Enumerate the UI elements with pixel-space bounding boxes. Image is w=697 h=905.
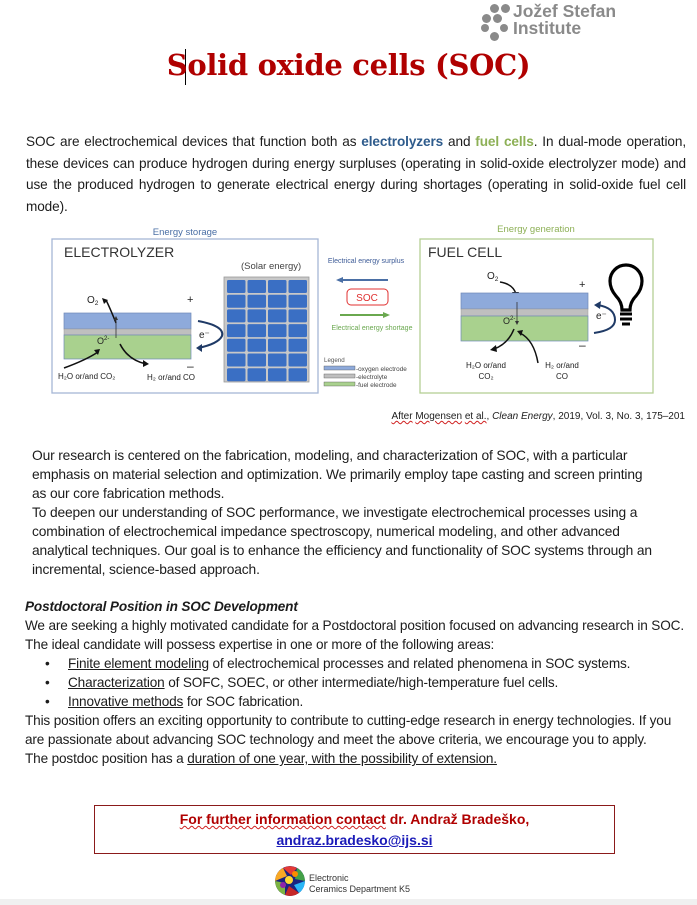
energy-storage-caption: Energy storage: [152, 227, 218, 238]
expertise-item: [25, 654, 697, 673]
solar-cell: [248, 324, 267, 337]
duration-text: duration of one year, with the possibility of extension.: [187, 751, 497, 766]
citation-journal: Clean Energy: [492, 411, 553, 422]
citation-details: , 2019, Vol. 3, No. 3, 175–201: [552, 411, 685, 422]
department-name: [309, 873, 410, 894]
expertise-item: [25, 673, 697, 692]
research-line: combination of electrochemical impedance spectroscopy, numerical modeling, and other advanced: [32, 524, 620, 539]
expertise-description: for SOC fabrication.: [183, 694, 304, 709]
solar-cell: [268, 368, 287, 381]
right-fuel-electrode: [461, 316, 588, 341]
expertise-description: of SOFC, SOEC, or other intermediate/high-temperature fuel cells.: [164, 675, 559, 690]
left-electrolyte: [64, 329, 191, 335]
bottom-bar: [0, 899, 697, 905]
surplus-label: Electrical energy surplus: [327, 258, 405, 265]
contact-line: [95, 809, 614, 830]
postdoc-closing: This position offers an exciting opportunity to contribute to cutting-edge research in energy technologies. If you are passionate about advancing SOC technology and meet the above criteria, we encourage you to apply.: [25, 713, 672, 747]
solar-cell: [227, 324, 246, 337]
energy-generation-caption: Energy generation: [497, 224, 575, 235]
right-electron-label: e⁻: [596, 311, 607, 322]
legend-swatch-oxygen: [324, 366, 355, 370]
right-ion-label: $O^{2-}$: [503, 316, 516, 326]
jsi-logo-dots-icon: [478, 3, 514, 43]
right-output-label-2: CO₂: [478, 372, 494, 381]
postdoc-intro: We are seeking a highly motivated candidate for a Postdoctoral position focused on advancing research in SOC. The ideal candidate will possess expertise in one or more of the following areas:: [25, 618, 684, 652]
fuel-cell-title: FUEL CELL: [428, 244, 503, 260]
solar-cell: [227, 354, 246, 367]
jsi-logo-line2: Institute: [513, 18, 582, 38]
expertise-keyword: Characterization: [68, 675, 165, 690]
left-o2-label: $O_2$: [87, 295, 99, 307]
research-line: analytical techniques. Our goal is to enhance the efficiency and functionality of SOC systems through an: [32, 543, 652, 558]
electrolyzer-title: ELECTROLYZER: [64, 244, 175, 260]
solar-cell: [227, 368, 246, 381]
research-line: incremental, science-based approach.: [32, 562, 260, 577]
research-line: emphasis on material selection and optimization. We primarily employ tape casting and screen printing: [32, 467, 643, 482]
solar-cell: [289, 324, 308, 337]
intro-text: SOC are electrochemical devices that function both as: [26, 134, 362, 149]
citation-after: After: [391, 411, 413, 422]
electrolyzers-term: electrolyzers: [361, 134, 444, 149]
solar-cell: [289, 354, 308, 367]
solar-cell: [248, 280, 267, 293]
solar-cell: [289, 280, 308, 293]
legend-item-electrolyte: -electrolyte: [356, 374, 388, 381]
solar-cell: [227, 295, 246, 308]
expertise-list: [25, 654, 697, 711]
solar-cell: [227, 339, 246, 352]
solar-cell: [268, 324, 287, 337]
right-oxygen-electrode: [461, 293, 588, 309]
citation-author: Mogensen: [415, 411, 463, 422]
postdoc-title: Postdoctoral Position in SOC Development: [25, 599, 298, 614]
right-plus-sign: +: [579, 279, 586, 291]
intro-text: and: [443, 134, 476, 149]
intro-paragraph: [26, 131, 686, 218]
right-minus-sign: –: [579, 338, 586, 352]
solar-cell: [268, 295, 287, 308]
solar-panel-icon: [224, 277, 309, 382]
research-line: To deepen our understanding of SOC performance, we investigate electrochemical processes using a: [32, 505, 638, 520]
left-electron-label: e⁻: [199, 330, 210, 341]
expertise-item: [25, 692, 697, 711]
duration-prefix: The postdoc position has a: [25, 751, 188, 766]
research-line: as our core fabrication methods.: [32, 486, 225, 501]
right-electrolyte: [461, 309, 588, 316]
solar-cell: [289, 339, 308, 352]
department-line2: Ceramics Department K5: [309, 883, 411, 894]
solar-cell: [248, 354, 267, 367]
solar-cell: [248, 295, 267, 308]
right-input-label-2: CO: [556, 372, 568, 381]
legend-title: Legend: [324, 357, 345, 364]
expertise-keyword: Innovative methods: [68, 694, 184, 709]
solar-label: (Solar energy): [241, 261, 302, 272]
legend-swatch-fuel: [324, 382, 355, 386]
left-input-label: H₂O or/and CO₂: [58, 372, 116, 381]
solar-cell: [268, 309, 287, 322]
expertise-keyword: Finite element modeling: [68, 656, 209, 671]
solar-cell: [268, 339, 287, 352]
postdoc-section: [25, 597, 697, 768]
shortage-label: Electrical energy shortage: [331, 325, 413, 332]
jsi-logo: [478, 3, 638, 43]
solar-cell: [227, 280, 246, 293]
citation-etal: et al.: [464, 411, 487, 422]
intro-text: . In dual-mode operation, these devices can produce hydrogen during energy surpluses (operating in solid-oxide electrolyzer mode) and use the produced hydrogen to generate electrical energy during shortages (operating in solid-oxide fuel cell mode).: [26, 134, 686, 215]
solar-cell: [268, 280, 287, 293]
soc-diagram: [50, 222, 660, 397]
figure-citation: After Mogensen et al., Clean Energy, 2019, Vol. 3, No. 3, 175–201: [391, 411, 685, 422]
legend-item-oxygen: -oxygen electrode: [356, 366, 407, 373]
department-logo-icon: [275, 866, 305, 896]
department-line1: Electronic: [309, 873, 349, 883]
research-line: Our research is centered on the fabrication, modeling, and characterization of SOC, with a particular: [32, 448, 628, 463]
legend-swatch-electrolyte: [324, 374, 355, 378]
solar-cell: [289, 309, 308, 322]
left-ion-label: $O^{2-}$: [97, 336, 110, 346]
fuel-cells-term: fuel cells: [475, 134, 534, 149]
right-o2-label: $O_2$: [487, 271, 499, 283]
department-logo: [275, 866, 435, 898]
right-input-label-1: H₂ or/and: [545, 361, 579, 370]
contact-name: dr. Andraž Bradeško,: [385, 811, 530, 827]
soc-label: SOC: [356, 293, 378, 304]
solar-cell: [289, 368, 308, 381]
solar-cell: [248, 309, 267, 322]
page-title: Solid oxide cells (SOC): [166, 48, 531, 82]
jsi-logo-text: [513, 3, 616, 37]
solar-cell: [248, 368, 267, 381]
left-oxygen-electrode: [64, 313, 191, 329]
jsi-logo-line1: Jožef Stefan: [513, 1, 617, 21]
contact-prefix: For further information contact: [179, 811, 386, 827]
contact-box: [94, 805, 615, 854]
solar-cell: [227, 309, 246, 322]
solar-cell: [268, 354, 287, 367]
contact-email-link[interactable]: andraz.bradesko@ijs.si: [276, 832, 433, 848]
solar-cell: [248, 339, 267, 352]
left-minus-sign: –: [187, 359, 194, 373]
right-output-label-1: H₂O or/and: [465, 361, 507, 370]
legend-item-fuel: -fuel electrode: [356, 382, 397, 389]
left-plus-sign: +: [187, 294, 194, 306]
expertise-description: of electrochemical processes and related phenomena in SOC systems.: [208, 656, 631, 671]
solar-cell: [289, 295, 308, 308]
left-output-label: H₂ or/and CO: [147, 373, 196, 382]
postdoc-duration: [25, 749, 697, 768]
